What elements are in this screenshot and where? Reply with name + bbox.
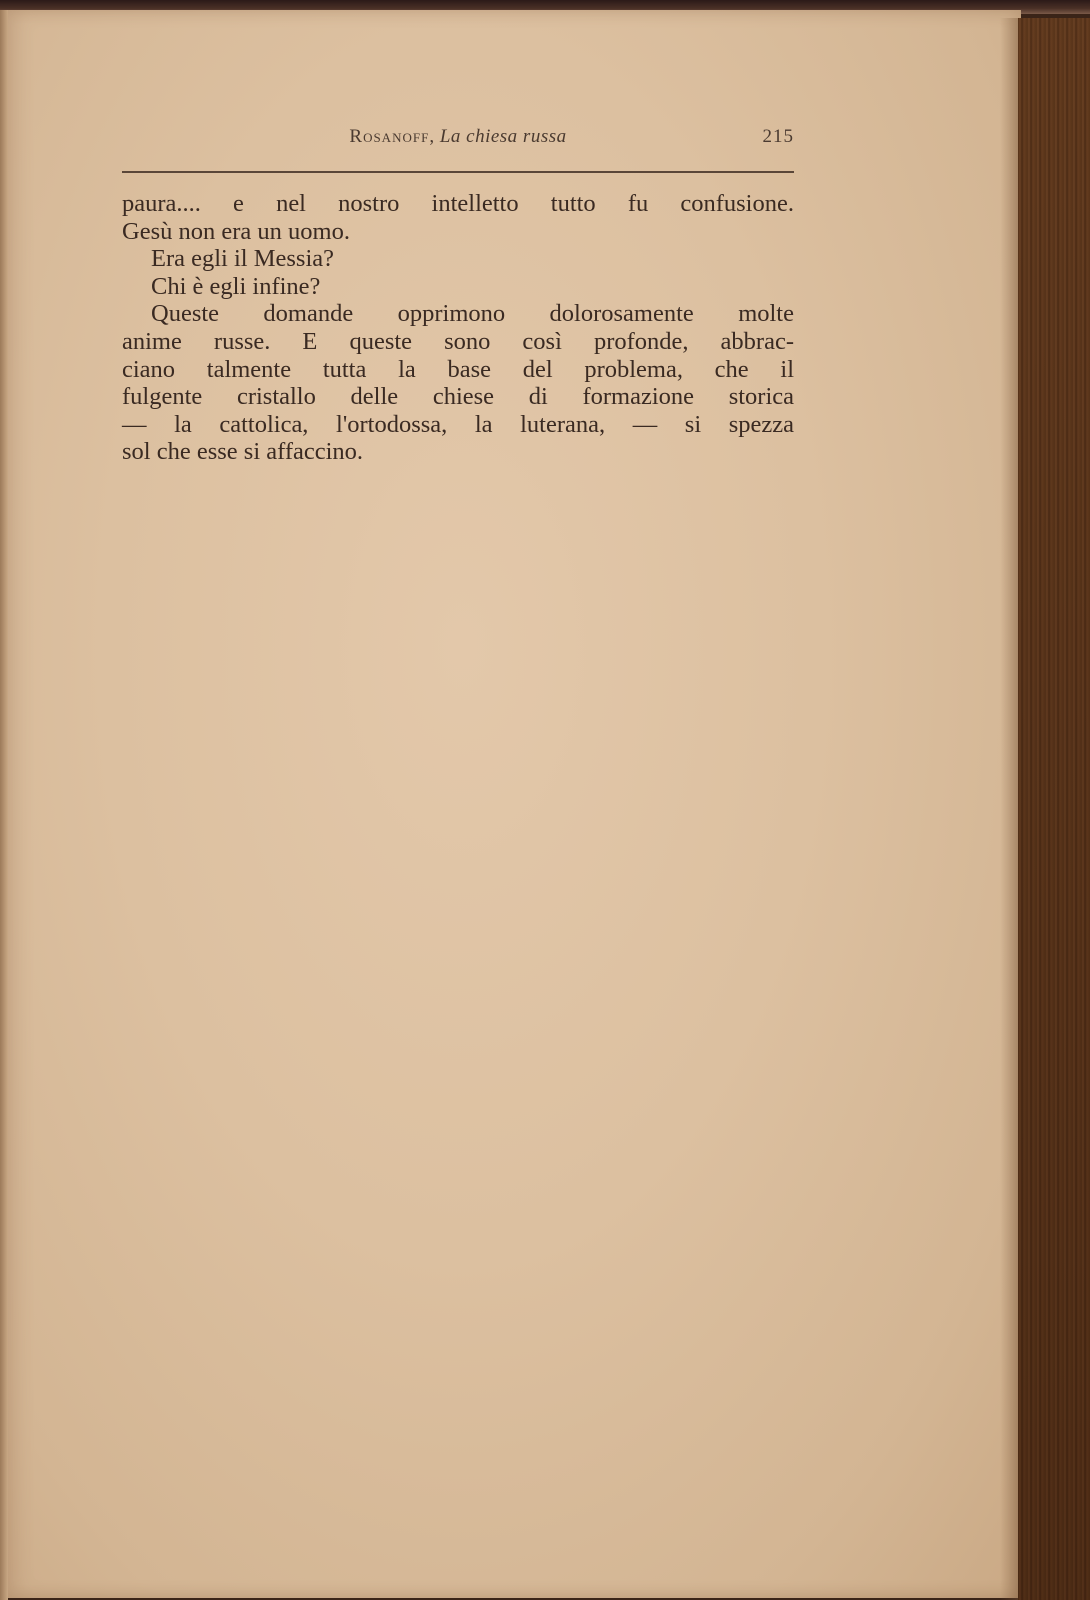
- text-line: sol che esse si affaccino.: [122, 438, 364, 466]
- text-line: Queste domande opprimono dolorosamente molte: [151, 300, 794, 328]
- book-title: La chiesa russa: [439, 126, 567, 147]
- running-title: [122, 126, 794, 148]
- text-line: Gesù non era un uomo.: [122, 217, 350, 245]
- text-line: Era egli il Messia?: [151, 245, 335, 273]
- text-line: anime russe. E queste sono così profonde, abbrac-: [122, 327, 794, 355]
- text-line: fulgente cristallo delle chiese di formazione storica: [122, 383, 794, 411]
- title-separator: ,: [429, 126, 435, 147]
- gutter-edge: [0, 10, 8, 1600]
- body-text: [122, 190, 794, 466]
- text-line: ciano talmente tutta la base del problema, che il: [122, 355, 794, 383]
- text-line: — la cattolica, l'ortodossa, la luterana, — si spezza: [122, 410, 794, 438]
- text-line: paura.... e nel nostro intelletto tutto fu confusione.: [122, 190, 794, 217]
- fore-edge-pages: [1018, 18, 1090, 1600]
- page-number: 215: [762, 126, 794, 147]
- author-name: Rosanoff: [349, 126, 430, 147]
- running-header: [122, 126, 794, 156]
- text-line: Chi è egli infine?: [151, 272, 321, 300]
- header-rule: [122, 171, 794, 173]
